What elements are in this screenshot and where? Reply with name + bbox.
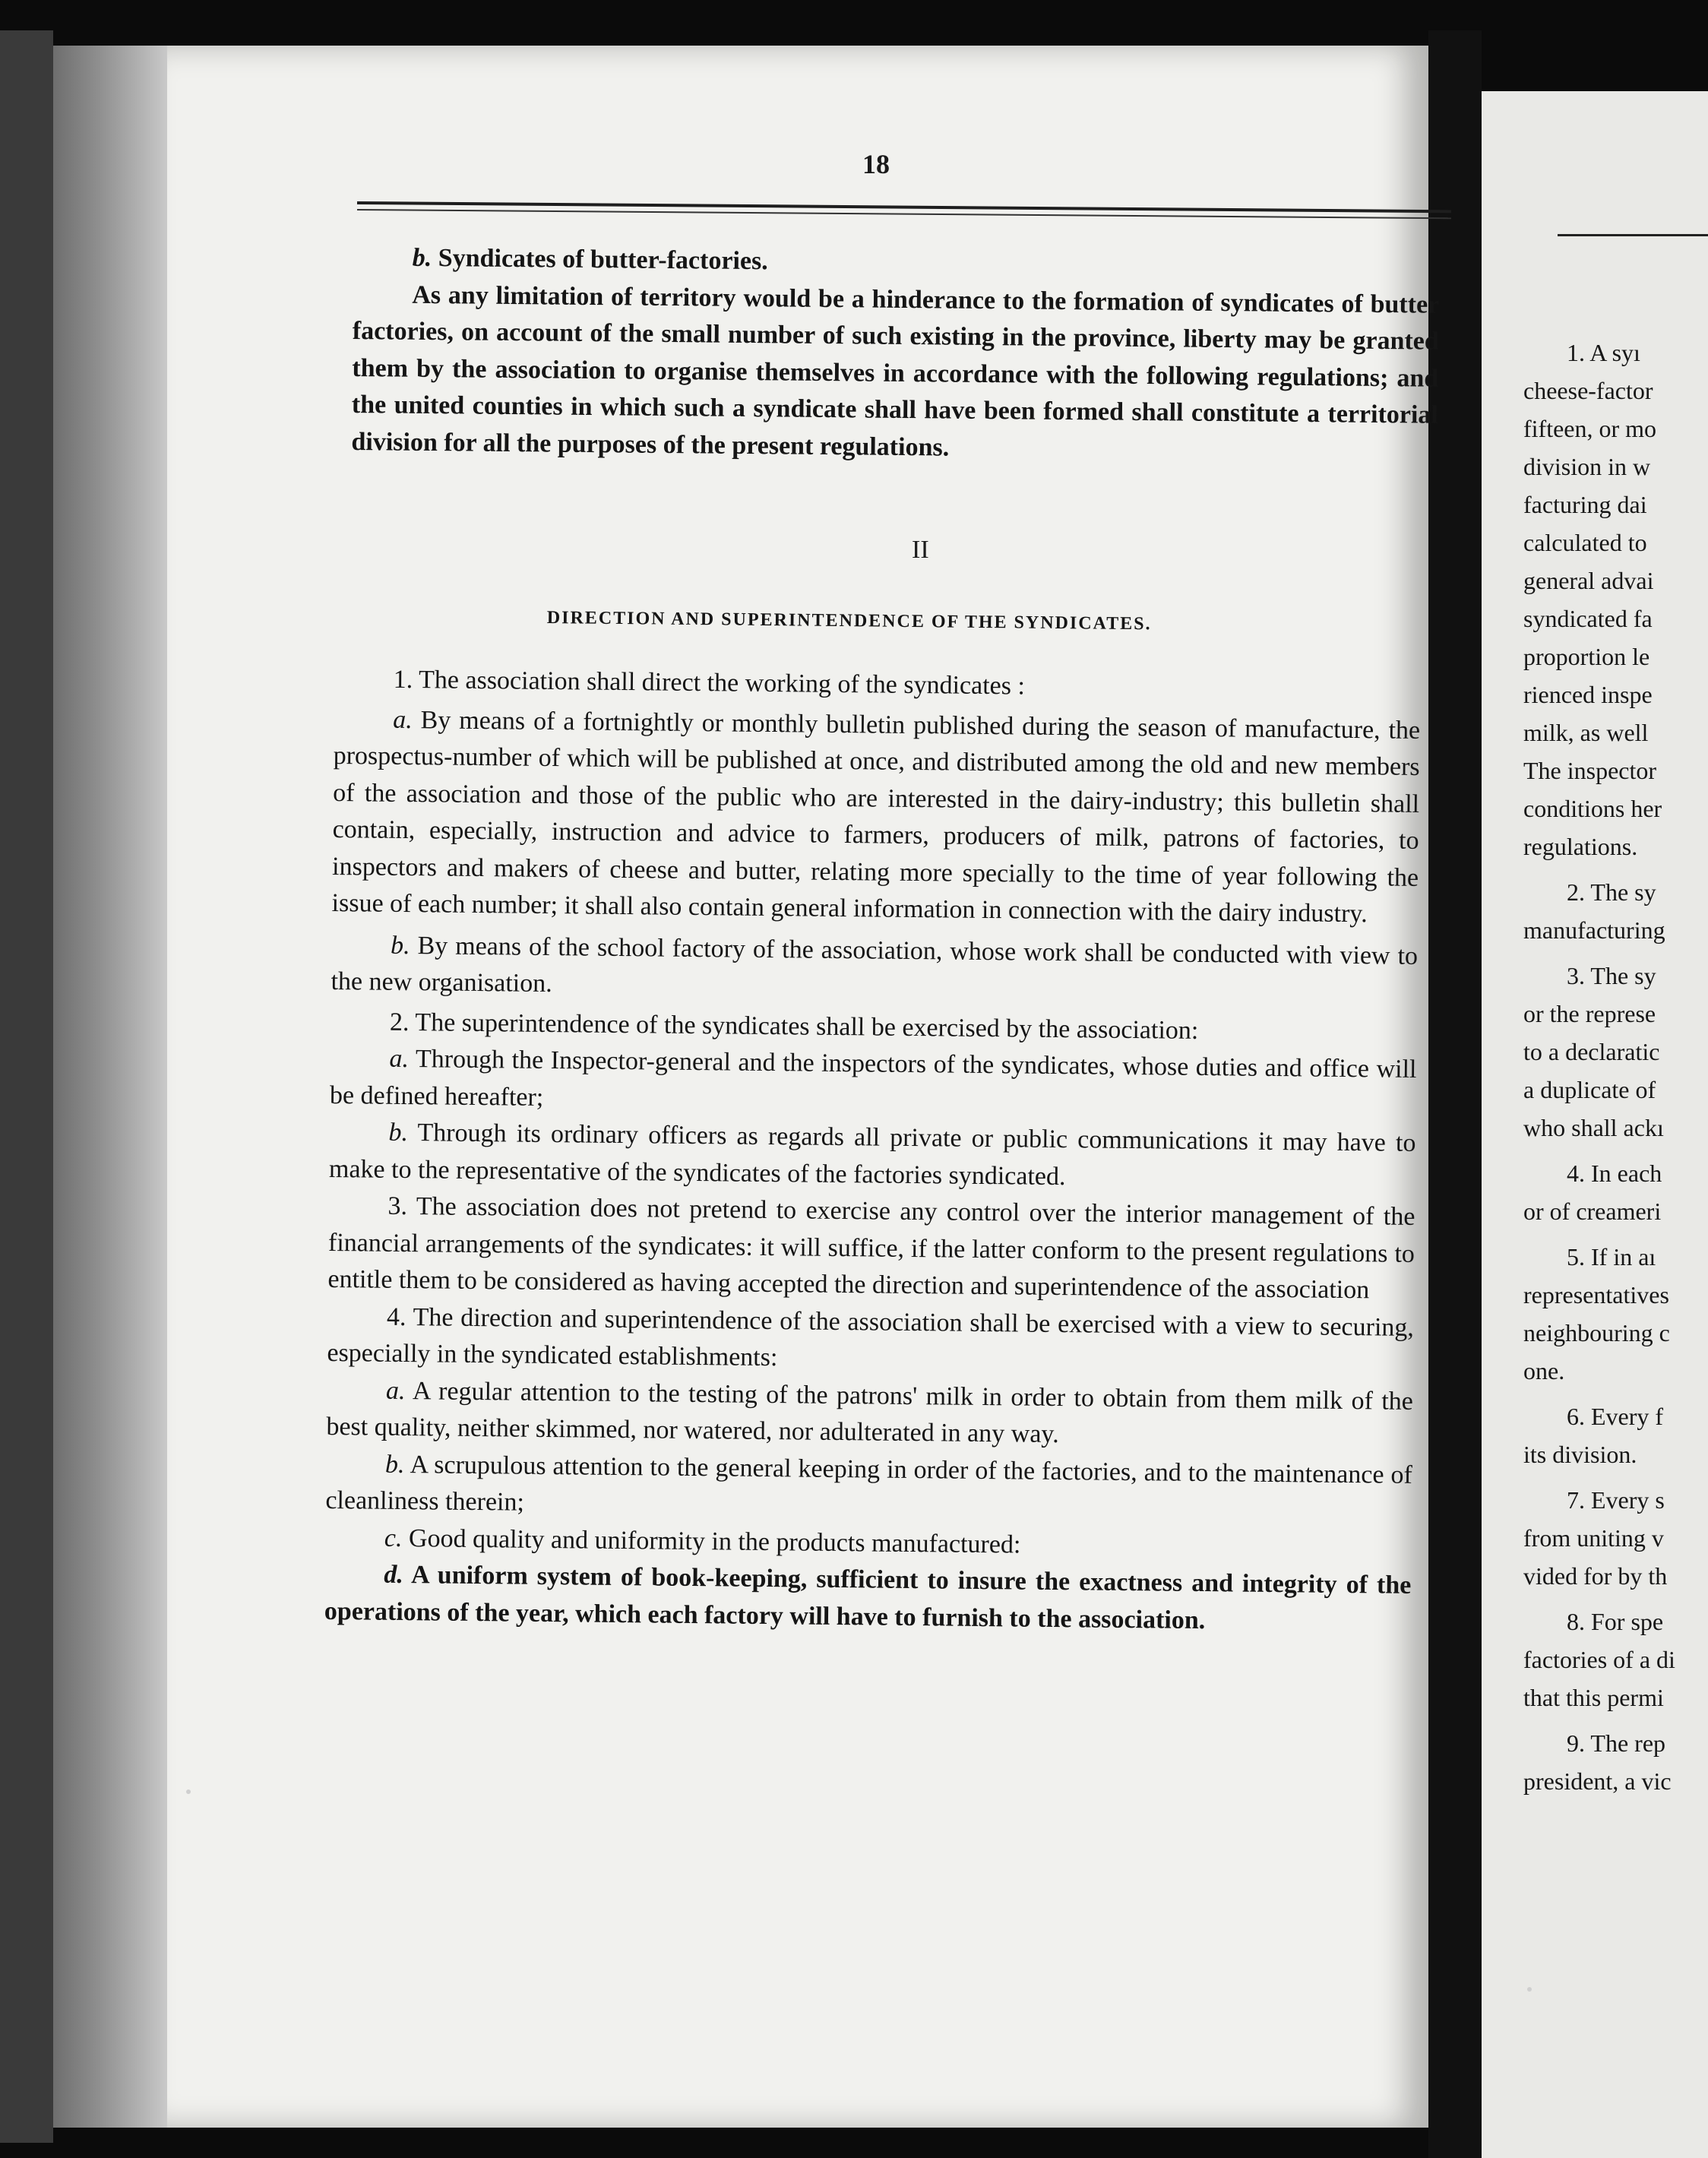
right-page-line: 5. If in aı [1567,1243,1656,1270]
subsection-heading-text: Syndicates of butter-factories. [438,244,768,276]
right-page-line: The inspector [1523,757,1657,784]
right-page-line: neighbouring c [1523,1319,1670,1346]
right-page-line: rienced inspe [1523,681,1653,708]
paragraph: 1. The association shall direct the working of the syndicates : [393,665,1026,701]
paragraph: c. Good quality and uniformity in the products manufactured: [384,1524,1021,1559]
right-page-header-rule [1558,234,1708,236]
paragraph: b. Through its ordinary officers as regards all private or public communications it may have to make to the representative of the syndicates of the factories syndicated. [328,1118,1416,1191]
right-page-line: 4. In each [1567,1160,1662,1187]
paragraph: d. A uniform system of book-keeping, sufficient to insure the exactness and integrity of the operations of the year, which each factory will have to furnish to the association. [324,1560,1412,1634]
right-page-line: syndicated fa [1523,605,1653,632]
book-spine [0,30,53,2143]
right-page-line: calculated to [1523,529,1647,556]
right-page-line: that this permi [1523,1684,1664,1711]
right-page-line: division in w [1523,453,1651,480]
right-page-line: conditions her [1523,795,1662,822]
right-page-line: fifteen, or mo [1523,415,1657,442]
right-page-line: regulations. [1523,833,1638,860]
right-page-line: factories of a di [1523,1646,1675,1673]
right-page-line: to a declaratic [1523,1038,1660,1065]
page-edge-strip [53,46,167,2128]
right-page-line: representatives [1523,1281,1669,1308]
page-number: 18 [862,149,890,179]
right-page-line: 2. The sy [1567,878,1656,906]
paragraph: 2. The superintendence of the syndicates shall be exercised by the association: [389,1008,1199,1045]
right-page-line: general advai [1523,567,1654,594]
paragraph: a. By means of a fortnightly or monthly bulletin published during the season of manufacture, the prospectus-number of which will be published at once, and distributed among the old and new members of the association and those of the public who are interested in the dairy-industry; this bulletin shall contain, especially, instruction and advice to farmers, producers of milk, patrons of factories, to inspectors and makers of cheese and butter, relating more specially to the time of year following the issue of each number; it shall also contain general information in connection with the dairy industry. [331,705,1421,929]
intro-block [351,239,1440,471]
right-page-line: one. [1523,1357,1565,1384]
right-page-line: milk, as well [1523,719,1649,746]
section-heading: DIRECTION AND SUPERINTENDENCE OF THE SYNDICATES. [546,608,1152,634]
right-page-line: 1. A syı [1567,339,1640,366]
section-body [324,661,1421,1641]
right-page-line: 9. The rep [1567,1729,1666,1757]
intro-paragraph: As any limitation of territory would be a hinderance to the formation of syndicates of butter factories, on account of the small number of such existing in the province, liberty may be granted them by the association to organise themselves in accordance with the following regulations; and the united counties in which such a syndicate shall have been formed shall constitute a territorial division for all the purposes of the present regulations. [351,280,1440,462]
right-page-line: vided for by th [1523,1562,1668,1590]
paragraph: a. A regular attention to the testing of the patrons' milk in order to obtain from them milk of the best quality, neither skimmed, nor watered, nor adulterated in any way. [326,1376,1414,1449]
subsection-heading: b. Syndicates of butter-factories. [412,243,768,276]
right-page-line: from uniting v [1523,1524,1664,1552]
paper-speck [186,1789,191,1794]
right-page-line: who shall ackı [1523,1114,1664,1141]
right-page-line: 6. Every f [1567,1403,1664,1430]
paragraph: b. A scrupulous attention to the general keeping in order of the factories, and to the maintenance of cleanliness therein; [325,1450,1413,1517]
right-page-line: its division. [1523,1441,1637,1468]
right-page-line: 3. The sy [1567,962,1656,989]
right-page-line: facturing dai [1523,491,1647,518]
paragraph: 3. The association does not pretend to exercise any control over the interior management of the financial arrangements of the syndicates: it will suffice, if the latter conform to the present regulations to entitle them to be considered as having accepted the direction and superintendence of the association [327,1191,1415,1305]
right-page-line: 8. For spe [1567,1608,1664,1635]
right-page-line: cheese-factor [1523,377,1653,404]
right-page-line: manufacturing [1523,916,1665,944]
right-page-line: a duplicate of [1523,1076,1656,1103]
paragraph: b. By means of the school factory of the association, whose work shall be conducted with view to the new organisation. [331,931,1419,998]
right-page-line: 7. Every s [1567,1486,1665,1514]
paragraph: 4. The direction and superintendence of the association shall be exercised with a view to securing, especially in the syndicated establishments: [327,1302,1415,1372]
right-page [1482,91,1708,2158]
paper-speck [1527,1987,1532,1992]
right-page-line: or the represe [1523,1000,1656,1027]
paragraph: a. Through the Inspector-general and the inspectors of the syndicates, whose duties and office will be defined hereafter; [329,1044,1417,1112]
right-page-line: president, a vic [1523,1767,1672,1795]
section-numeral: II [912,536,929,564]
right-page-line: proportion le [1523,643,1650,670]
right-page-line: or of creameri [1523,1198,1662,1225]
